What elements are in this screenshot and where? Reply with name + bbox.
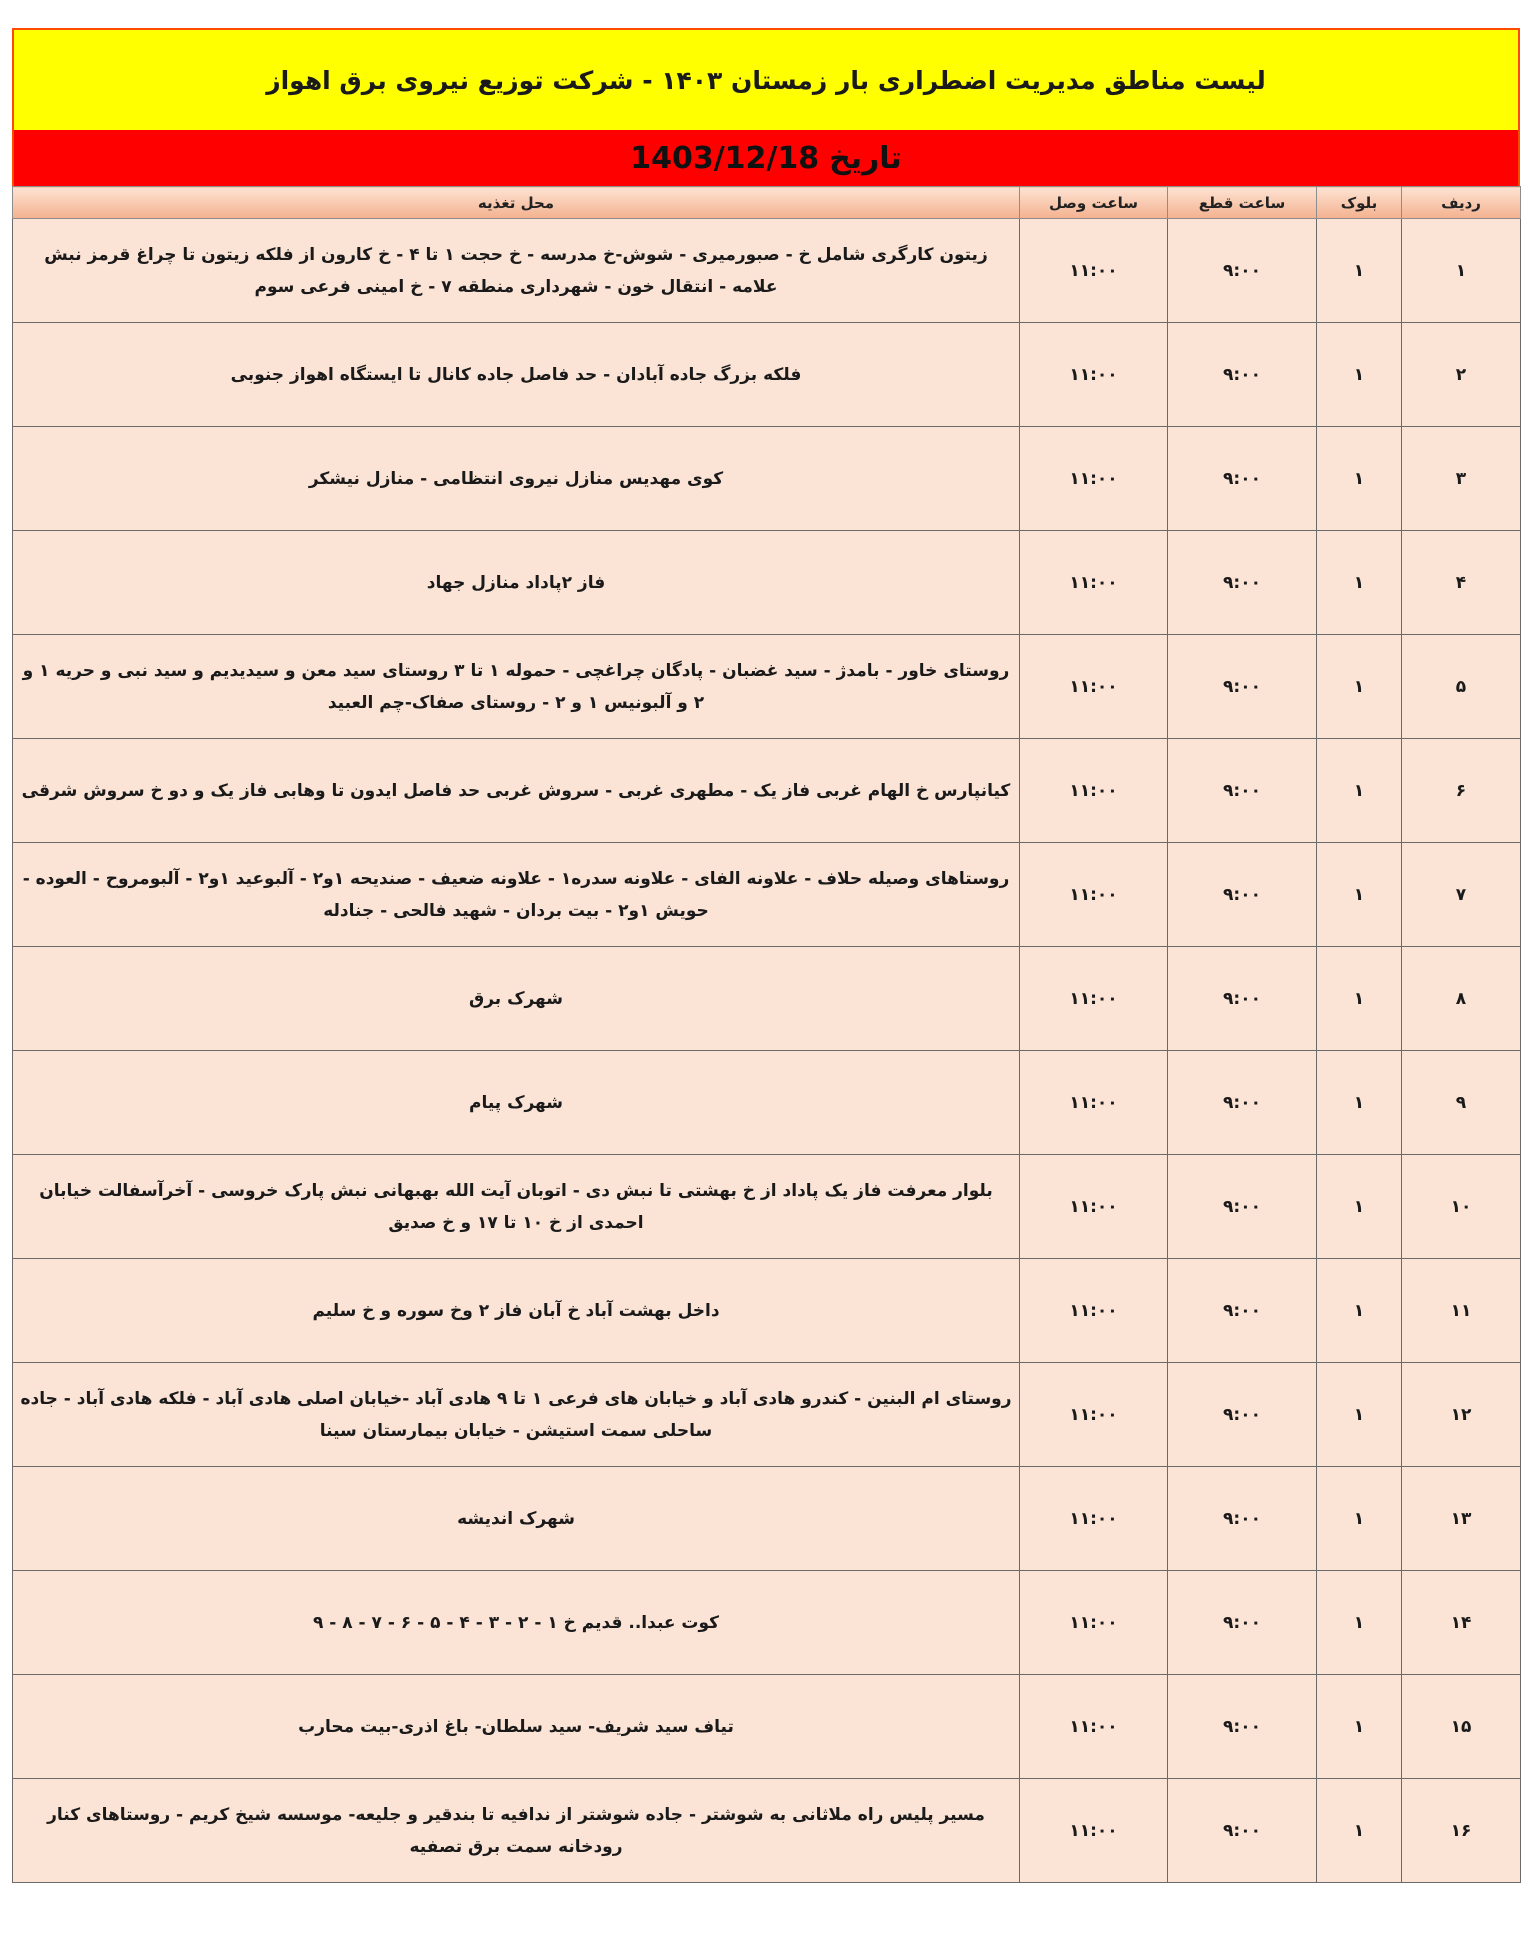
block-cell: ۱ — [1317, 1051, 1402, 1155]
area-cell: فلکه بزرگ جاده آبادان - حد فاصل جاده کانال تا ایستگاه اهواز جنوبی — [13, 323, 1020, 427]
cut-time-cell: ۹:۰۰ — [1168, 1779, 1317, 1883]
connect-time-cell: ۱۱:۰۰ — [1020, 739, 1168, 843]
table-row — [13, 1779, 1521, 1883]
area-cell: کوی مهدیس منازل نیروی انتظامی - منازل نیشکر — [13, 427, 1020, 531]
connect-time-cell: ۱۱:۰۰ — [1020, 947, 1168, 1051]
connect-time-cell: ۱۱:۰۰ — [1020, 1051, 1168, 1155]
table-row — [13, 1467, 1521, 1571]
row-number-cell: ۱۱ — [1402, 1259, 1521, 1363]
row-number-cell: ۴ — [1402, 531, 1521, 635]
table-row — [13, 531, 1521, 635]
col-header-area: محل تغذیه — [13, 187, 1020, 219]
row-number-cell: ۱۴ — [1402, 1571, 1521, 1675]
table-row — [13, 427, 1521, 531]
block-cell: ۱ — [1317, 1363, 1402, 1467]
date-bar — [12, 130, 1520, 186]
area-cell: روستای خاور - بامدژ - سید غضبان - پادگان چراغچی - حموله ۱ تا ۳ روستای سید معن و سیدیدیم و سید نبی و حریه ۱ و ۲ و آلبونیس ۱ و ۲ - روستای صفاک-چم العبید — [13, 635, 1020, 739]
connect-time-cell: ۱۱:۰۰ — [1020, 843, 1168, 947]
block-cell: ۱ — [1317, 1467, 1402, 1571]
table-row — [13, 1051, 1521, 1155]
page-title: لیست مناطق مدیریت اضطراری بار زمستان ۱۴۰۳ - شرکت توزیع نیروی برق اهواز — [266, 65, 1266, 95]
area-cell: فاز ۲پاداد منازل جهاد — [13, 531, 1020, 635]
table-row — [13, 739, 1521, 843]
cut-time-cell: ۹:۰۰ — [1168, 1675, 1317, 1779]
area-cell: روستاهای وصیله حلاف - علاونه الفای - علاونه سدره۱ - علاونه ضعیف - صندیحه ۱و۲ - آلبوعید ۱و۲ - آلبومروح - العوده - حویش ۱و۲ - بیت بردان - شهید فالحی - جنادله — [13, 843, 1020, 947]
area-cell: شهرک برق — [13, 947, 1020, 1051]
block-cell: ۱ — [1317, 635, 1402, 739]
cut-time-cell: ۹:۰۰ — [1168, 427, 1317, 531]
connect-time-cell: ۱۱:۰۰ — [1020, 1779, 1168, 1883]
block-cell: ۱ — [1317, 1155, 1402, 1259]
date-value: 1403/12/18 — [630, 140, 820, 176]
table-row — [13, 1675, 1521, 1779]
table-row — [13, 1363, 1521, 1467]
area-cell: کوت عبدا.. قدیم خ ۱ - ۲ - ۳ - ۴ - ۵ - ۶ - ۷ - ۸ - ۹ — [13, 1571, 1020, 1675]
area-cell: کیانپارس خ الهام غربی فاز یک - مطهری غربی - سروش غربی حد فاصل ایدون تا وهابی فاز یک و دو خ سروش شرقی — [13, 739, 1020, 843]
cut-time-cell: ۹:۰۰ — [1168, 1571, 1317, 1675]
area-cell: داخل بهشت آباد خ آبان فاز ۲ وخ سوره و خ سلیم — [13, 1259, 1020, 1363]
connect-time-cell: ۱۱:۰۰ — [1020, 1155, 1168, 1259]
block-cell: ۱ — [1317, 1675, 1402, 1779]
date-label: تاریخ — [829, 140, 902, 176]
cut-time-cell: ۹:۰۰ — [1168, 1155, 1317, 1259]
table-row — [13, 219, 1521, 323]
cut-time-cell: ۹:۰۰ — [1168, 1363, 1317, 1467]
block-cell: ۱ — [1317, 219, 1402, 323]
row-number-cell: ۲ — [1402, 323, 1521, 427]
row-number-cell: ۱ — [1402, 219, 1521, 323]
cut-time-cell: ۹:۰۰ — [1168, 1467, 1317, 1571]
table-row — [13, 1259, 1521, 1363]
block-cell: ۱ — [1317, 1779, 1402, 1883]
area-cell: شهرک اندیشه — [13, 1467, 1020, 1571]
block-cell: ۱ — [1317, 323, 1402, 427]
page-title-bar — [12, 28, 1520, 130]
block-cell: ۱ — [1317, 1571, 1402, 1675]
connect-time-cell: ۱۱:۰۰ — [1020, 1363, 1168, 1467]
area-cell: روستای ام البنین - کندرو هادی آباد و خیابان های فرعی ۱ تا ۹ هادی آباد -خیابان اصلی هادی آباد - فلکه هادی آباد - جاده ساحلی سمت استیشن - خیابان بیمارستان سینا — [13, 1363, 1020, 1467]
row-number-cell: ۱۶ — [1402, 1779, 1521, 1883]
row-number-cell: ۱۵ — [1402, 1675, 1521, 1779]
col-header-block: بلوک — [1317, 187, 1402, 219]
row-number-cell: ۱۲ — [1402, 1363, 1521, 1467]
area-cell: مسیر پلیس راه ملاثانی به شوشتر - جاده شوشتر از ندافیه تا بندقیر و جلیعه- موسسه شیخ کریم - روستاهای کنار رودخانه سمت برق تصفیه — [13, 1779, 1020, 1883]
area-cell: زیتون کارگری شامل خ - صبورمیری - شوش-خ مدرسه - خ حجت ۱ تا ۴ - خ کارون از فلکه زیتون تا چراغ قرمز نبش علامه - انتقال خون - شهرداری منطقه ۷ - خ امینی فرعی سوم — [13, 219, 1020, 323]
cut-time-cell: ۹:۰۰ — [1168, 1259, 1317, 1363]
table-row — [13, 947, 1521, 1051]
row-number-cell: ۱۰ — [1402, 1155, 1521, 1259]
block-cell: ۱ — [1317, 843, 1402, 947]
connect-time-cell: ۱۱:۰۰ — [1020, 635, 1168, 739]
cut-time-cell: ۹:۰۰ — [1168, 635, 1317, 739]
row-number-cell: ۵ — [1402, 635, 1521, 739]
block-cell: ۱ — [1317, 947, 1402, 1051]
row-number-cell: ۱۳ — [1402, 1467, 1521, 1571]
outage-table — [12, 186, 1521, 1883]
connect-time-cell: ۱۱:۰۰ — [1020, 219, 1168, 323]
block-cell: ۱ — [1317, 531, 1402, 635]
cut-time-cell: ۹:۰۰ — [1168, 219, 1317, 323]
connect-time-cell: ۱۱:۰۰ — [1020, 531, 1168, 635]
row-number-cell: ۷ — [1402, 843, 1521, 947]
table-row — [13, 1571, 1521, 1675]
table-row — [13, 1155, 1521, 1259]
area-cell: شهرک پیام — [13, 1051, 1020, 1155]
cut-time-cell: ۹:۰۰ — [1168, 947, 1317, 1051]
table-row — [13, 635, 1521, 739]
connect-time-cell: ۱۱:۰۰ — [1020, 1675, 1168, 1779]
connect-time-cell: ۱۱:۰۰ — [1020, 427, 1168, 531]
area-cell: بلوار معرفت فاز یک پاداد از خ بهشتی تا نبش دی - اتوبان آیت الله بهبهانی نبش پارک خروسی - آخرآسفالت خیابان احمدی از خ ۱۰ تا ۱۷ و خ صدیق — [13, 1155, 1020, 1259]
row-number-cell: ۶ — [1402, 739, 1521, 843]
col-header-row: ردیف — [1402, 187, 1521, 219]
row-number-cell: ۸ — [1402, 947, 1521, 1051]
connect-time-cell: ۱۱:۰۰ — [1020, 1259, 1168, 1363]
cut-time-cell: ۹:۰۰ — [1168, 739, 1317, 843]
table-header-row — [13, 187, 1521, 219]
block-cell: ۱ — [1317, 427, 1402, 531]
col-header-cut-time: ساعت قطع — [1168, 187, 1317, 219]
block-cell: ۱ — [1317, 1259, 1402, 1363]
connect-time-cell: ۱۱:۰۰ — [1020, 1571, 1168, 1675]
schedule-sheet — [12, 28, 1520, 1883]
table-row — [13, 843, 1521, 947]
cut-time-cell: ۹:۰۰ — [1168, 1051, 1317, 1155]
connect-time-cell: ۱۱:۰۰ — [1020, 1467, 1168, 1571]
connect-time-cell: ۱۱:۰۰ — [1020, 323, 1168, 427]
col-header-connect-time: ساعت وصل — [1020, 187, 1168, 219]
row-number-cell: ۳ — [1402, 427, 1521, 531]
cut-time-cell: ۹:۰۰ — [1168, 843, 1317, 947]
cut-time-cell: ۹:۰۰ — [1168, 323, 1317, 427]
cut-time-cell: ۹:۰۰ — [1168, 531, 1317, 635]
block-cell: ۱ — [1317, 739, 1402, 843]
table-row — [13, 323, 1521, 427]
row-number-cell: ۹ — [1402, 1051, 1521, 1155]
area-cell: تیاف سید شریف- سید سلطان- باغ اذری-بیت محارب — [13, 1675, 1020, 1779]
